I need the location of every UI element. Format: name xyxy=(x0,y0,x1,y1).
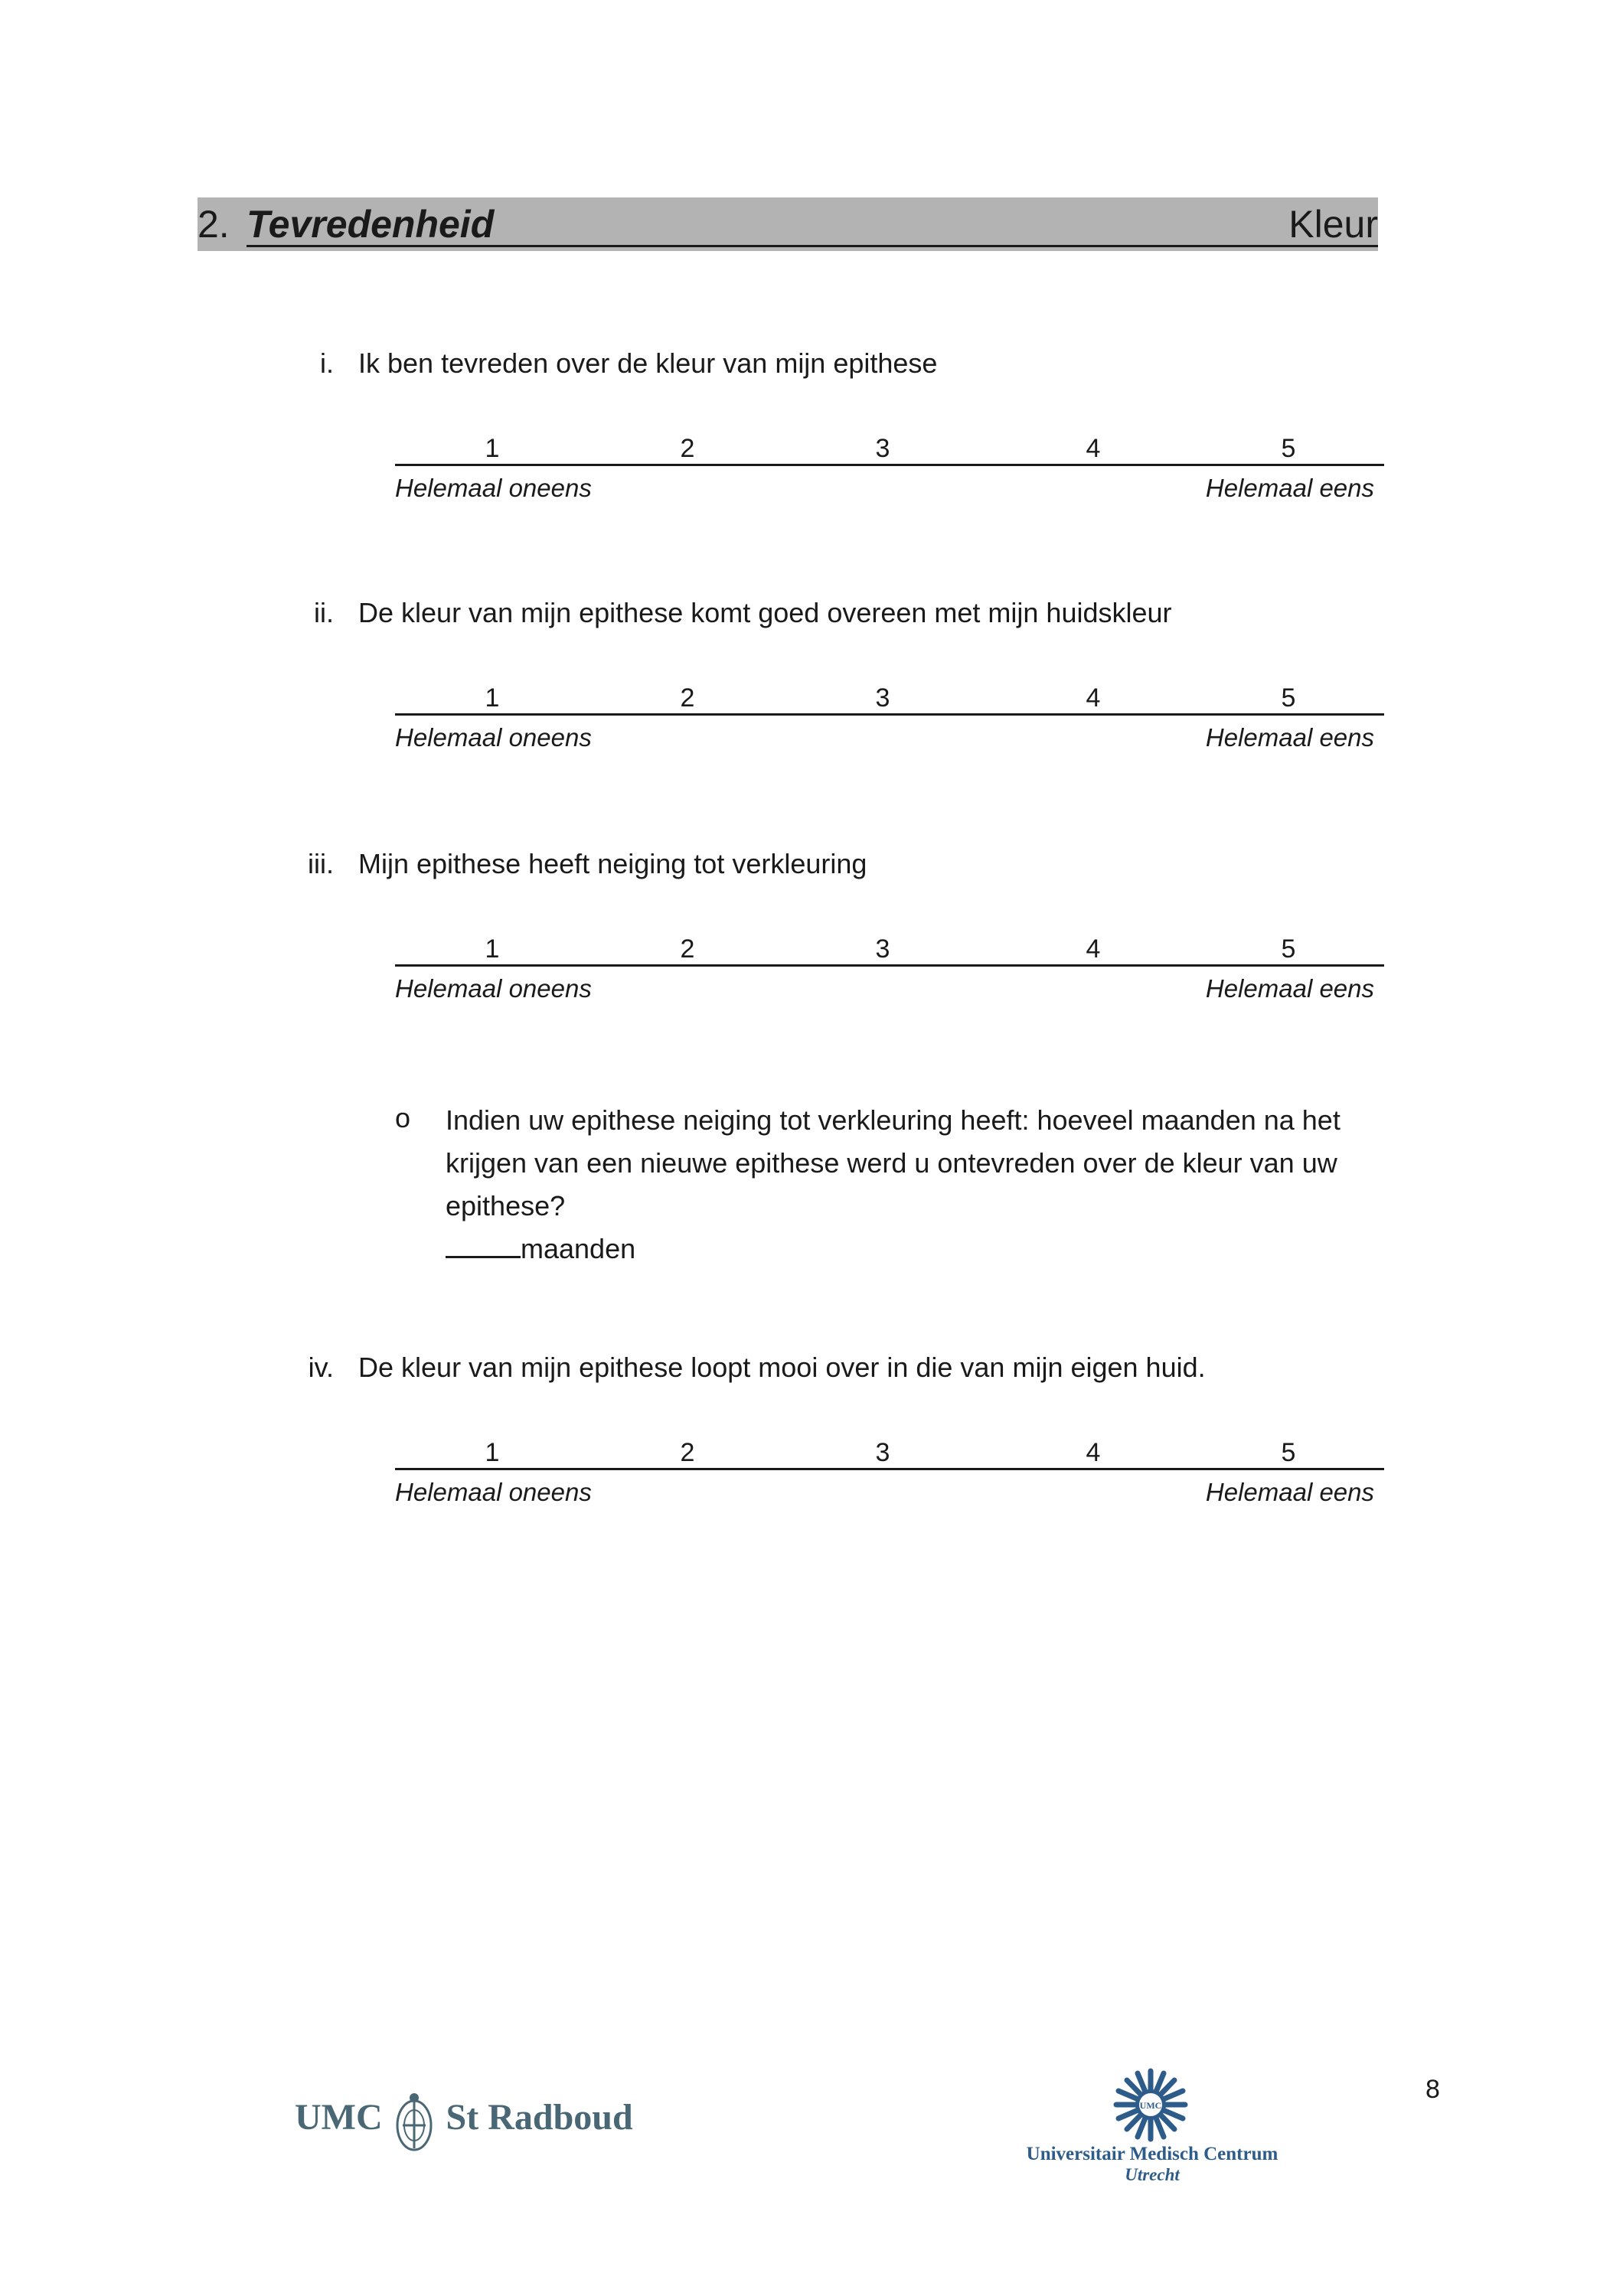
scale-option-1[interactable]: 1 xyxy=(485,683,500,713)
question-number: ii. xyxy=(314,597,334,628)
scale-label-right: Helemaal eens xyxy=(1205,1478,1374,1506)
question-text: Mijn epithese heeft neiging tot verkleuring xyxy=(358,848,867,879)
scale-option-4[interactable]: 4 xyxy=(1086,434,1101,463)
subquestion xyxy=(446,1099,1395,1270)
scale-option-3[interactable]: 3 xyxy=(875,434,890,463)
scale-label-right: Helemaal eens xyxy=(1205,974,1374,1003)
scale-option-5[interactable]: 5 xyxy=(1281,683,1296,713)
question-text: De kleur van mijn epithese loopt mooi over in die van mijn eigen huid. xyxy=(358,1352,1206,1383)
umc-st-radboud-logo xyxy=(295,2083,633,2152)
subquestion-text: Indien uw epithese neiging tot verkleuring heeft: hoeveel maanden na het krijgen van een nieuwe epithese werd u ontevreden over de kleur van uw epithese? xyxy=(446,1104,1341,1221)
umc-utrecht-emblem-icon xyxy=(1109,2066,1193,2147)
question-text: De kleur van mijn epithese komt goed overeen met mijn huidskleur xyxy=(358,597,1172,628)
scale-option-2[interactable]: 2 xyxy=(680,434,695,463)
page-number: 8 xyxy=(1425,2075,1440,2104)
scale-option-5[interactable]: 5 xyxy=(1281,434,1296,463)
question-number: iv. xyxy=(308,1352,334,1383)
months-unit-label: maanden xyxy=(521,1233,636,1264)
question-text: Ik ben tevreden over de kleur van mijn epithese xyxy=(358,347,938,379)
section-topic: Kleur xyxy=(1288,203,1378,246)
emblem-badge-text: UMC xyxy=(1139,2100,1162,2111)
scale-option-2[interactable]: 2 xyxy=(680,1438,695,1467)
scale-line xyxy=(395,964,1384,967)
logo-umc-text: UMC xyxy=(295,2097,383,2138)
umc-utrecht-city: Utrecht xyxy=(1125,2165,1180,2184)
section-title: Tevredenheid xyxy=(247,203,495,246)
scale-option-5[interactable]: 5 xyxy=(1281,934,1296,964)
logo-radboud-text: St Radboud xyxy=(446,2097,633,2138)
scale-label-left: Helemaal oneens xyxy=(395,974,592,1003)
scale-label-right: Helemaal eens xyxy=(1205,474,1374,502)
scale-line xyxy=(395,713,1384,716)
scale-option-3[interactable]: 3 xyxy=(875,1438,890,1467)
question-number: iii. xyxy=(308,848,334,879)
scale-option-4[interactable]: 4 xyxy=(1086,1438,1101,1467)
scale-option-3[interactable]: 3 xyxy=(875,683,890,713)
scale-line xyxy=(395,464,1384,466)
scale-label-left: Helemaal oneens xyxy=(395,1478,592,1506)
radboud-seal-icon xyxy=(394,2092,435,2160)
months-answer-field[interactable] xyxy=(446,1233,521,1258)
section-number: 2. xyxy=(198,203,230,246)
question-number: i. xyxy=(320,347,334,379)
scale-option-3[interactable]: 3 xyxy=(875,934,890,964)
scale-option-4[interactable]: 4 xyxy=(1086,683,1101,713)
scale-label-right: Helemaal eens xyxy=(1205,723,1374,752)
umc-utrecht-name: Universitair Medisch Centrum xyxy=(1026,2144,1278,2164)
scale-option-1[interactable]: 1 xyxy=(485,1438,500,1467)
scale-option-1[interactable]: 1 xyxy=(485,934,500,964)
scale-option-5[interactable]: 5 xyxy=(1281,1438,1296,1467)
bullet-marker: o xyxy=(395,1102,411,1133)
scale-option-2[interactable]: 2 xyxy=(680,934,695,964)
scale-label-left: Helemaal oneens xyxy=(395,723,592,752)
scale-option-1[interactable]: 1 xyxy=(485,434,500,463)
scale-line xyxy=(395,1468,1384,1470)
scale-label-left: Helemaal oneens xyxy=(395,474,592,502)
scale-option-4[interactable]: 4 xyxy=(1086,934,1101,964)
scale-option-2[interactable]: 2 xyxy=(680,683,695,713)
